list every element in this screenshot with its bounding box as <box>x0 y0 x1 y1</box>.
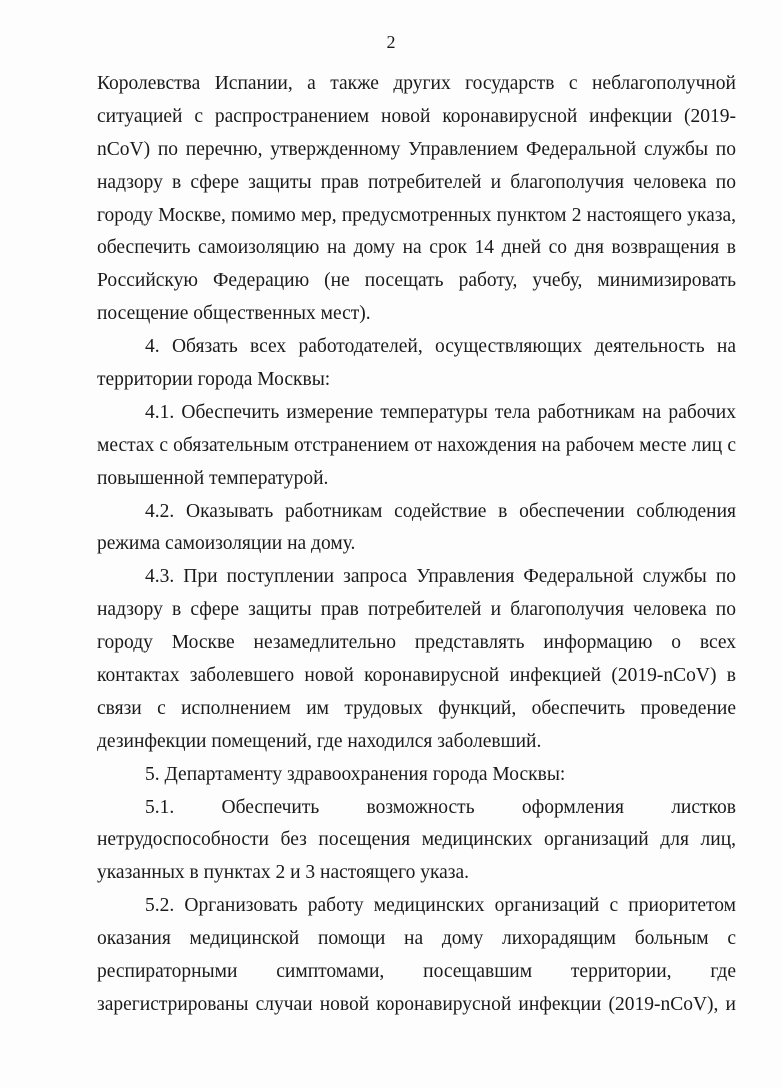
text-line: надзору в сфере защиты прав потребителей и благополучия человека по <box>97 171 736 193</box>
text-line: указанных в пунктах 2 и 3 настоящего указа. <box>97 862 470 884</box>
text-line: связи с исполнением им трудовых функций, обеспечить проведение <box>97 697 736 719</box>
text-line: режима самоизоляции на дому. <box>97 533 356 555</box>
text-line: повышенной температурой. <box>97 467 329 489</box>
text-line: 4.2. Оказывать работникам содействие в обеспечении соблюдения <box>145 500 736 522</box>
text-line: городу Москве, помимо мер, предусмотренных пунктом 2 настоящего указа, <box>97 204 736 226</box>
text-line: дезинфекции помещений, где находился заболевший. <box>97 730 542 752</box>
text-line: 4.3. При поступлении запроса Управления Федеральной службы по <box>145 566 736 588</box>
text-line: 4. Обязать всех работодателей, осуществляющих деятельность на <box>145 336 736 358</box>
text-line: контактах заболевшего новой коронавирусной инфекцией (2019-nCoV) в <box>97 665 736 687</box>
page-number: 2 <box>386 32 396 52</box>
text-line: ситуацией с распространением новой коронавирусной инфекции (2019- <box>97 105 736 127</box>
text-line: 5.2. Организовать работу медицинских организаций с приоритетом <box>145 895 736 917</box>
text-line: городу Москве незамедлительно представлять информацию о всех <box>97 632 736 654</box>
text-line: Королевства Испании, а также других государств с неблагополучной <box>97 73 736 94</box>
text-line: нетрудоспособности без посещения медицинских организаций для лиц, <box>97 829 736 851</box>
text-line: Российскую Федерацию (не посещать работу, учебу, минимизировать <box>97 270 736 292</box>
document-body <box>97 68 736 1022</box>
text-line: обеспечить самоизоляцию на дому на срок 14 дней со дня возвращения в <box>97 237 736 259</box>
text-line: 5.1. Обеспечить возможность оформления листков <box>145 796 736 818</box>
text-line: 5. Департаменту здравоохранения города Москвы: <box>145 763 566 785</box>
text-line: зарегистрированы случаи новой коронавирусной инфекции (2019-nCoV), и <box>97 993 736 1015</box>
text-line: оказания медицинской помощи на дому лихорадящим больным с <box>97 928 736 950</box>
text-line: посещение общественных мест). <box>97 303 371 325</box>
text-line: респираторными симптомами, посещавшим территории, где <box>97 961 736 983</box>
text-line: местах с обязательным отстранением от нахождения на рабочем месте лиц с <box>97 434 736 456</box>
text-line: территории города Москвы: <box>97 369 331 391</box>
text-line: nCoV) по перечню, утвержденному Управлением Федеральной службы по <box>97 138 736 160</box>
text-line: 4.1. Обеспечить измерение температуры тела работникам на рабочих <box>145 401 736 423</box>
text-line: надзору в сфере защиты прав потребителей и благополучия человека по <box>97 599 736 621</box>
